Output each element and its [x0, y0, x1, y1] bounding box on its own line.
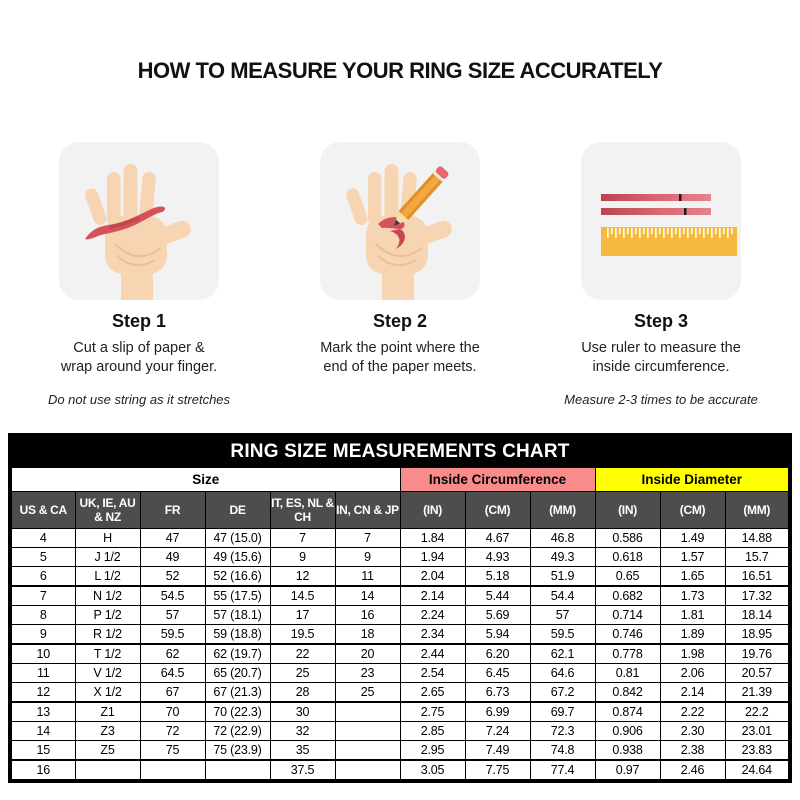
table-row	[10, 741, 790, 761]
column-group-header: Inside Circumference	[400, 468, 595, 492]
table-cell: 9	[270, 548, 335, 567]
table-cell: 54.5	[140, 586, 205, 606]
step-description-line: Use ruler to measure the	[581, 340, 741, 356]
table-cell: 16.51	[725, 567, 790, 587]
table-cell: 49	[140, 548, 205, 567]
table-cell: 20.57	[725, 664, 790, 683]
table-cell: 64.6	[530, 664, 595, 683]
step-3-description	[536, 339, 786, 377]
table-cell: 72	[140, 722, 205, 741]
column-header: UK, IE, AU & NZ	[75, 492, 140, 529]
column-header: (CM)	[465, 492, 530, 529]
table-cell	[140, 760, 205, 781]
table-cell: 2.95	[400, 741, 465, 761]
table-title-row	[10, 435, 790, 468]
table-cell: 52	[140, 567, 205, 587]
table-cell: 20	[335, 644, 400, 664]
table-cell	[75, 760, 140, 781]
table-cell: 75	[140, 741, 205, 761]
table-cell: 7.49	[465, 741, 530, 761]
table-cell: 54.4	[530, 586, 595, 606]
table-cell: 49.3	[530, 548, 595, 567]
table-cell: 7	[335, 529, 400, 548]
table-cell: 59 (18.8)	[205, 625, 270, 645]
step-2-title: Step 2	[372, 311, 428, 331]
table-cell: 1.89	[660, 625, 725, 645]
table-cell: 52 (16.6)	[205, 567, 270, 587]
table-cell: 23.01	[725, 722, 790, 741]
table-cell: 2.14	[660, 683, 725, 703]
table-cell: 2.24	[400, 606, 465, 625]
table-cell: 0.586	[595, 529, 660, 548]
table-cell: 2.54	[400, 664, 465, 683]
table-cell: 67	[140, 683, 205, 703]
table-cell: 5	[10, 548, 75, 567]
column-header: (MM)	[725, 492, 790, 529]
table-cell: 22.2	[725, 702, 790, 722]
table-header-row	[10, 492, 790, 529]
table-cell: 21.39	[725, 683, 790, 703]
table-cell: 1.84	[400, 529, 465, 548]
table-cell: 77.4	[530, 760, 595, 781]
table-cell: 72 (22.9)	[205, 722, 270, 741]
table-cell: 57	[530, 606, 595, 625]
table-cell: 47 (15.0)	[205, 529, 270, 548]
table-cell: Z1	[75, 702, 140, 722]
step-1-title: Step 1	[111, 311, 167, 331]
table-cell: 11	[10, 664, 75, 683]
table-cell: 0.746	[595, 625, 660, 645]
table-row	[10, 548, 790, 567]
table-cell: 2.04	[400, 567, 465, 587]
table-cell	[335, 760, 400, 781]
step-description-line: end of the paper meets.	[323, 359, 477, 376]
table-row	[10, 644, 790, 664]
table-cell: 6.73	[465, 683, 530, 703]
table-cell: J 1/2	[75, 548, 140, 567]
table-cell: 0.778	[595, 644, 660, 664]
step-2-description	[275, 339, 525, 377]
table-cell: H	[75, 529, 140, 548]
table-cell: 1.98	[660, 644, 725, 664]
table-cell: 72.3	[530, 722, 595, 741]
table-row	[10, 606, 790, 625]
table-cell: 8	[10, 606, 75, 625]
table-cell: 25	[270, 664, 335, 683]
table-row	[10, 625, 790, 645]
table-cell: 57 (18.1)	[205, 606, 270, 625]
table-cell	[335, 722, 400, 741]
table-cell: 15.7	[725, 548, 790, 567]
table-cell: 19.5	[270, 625, 335, 645]
table-cell: 49 (15.6)	[205, 548, 270, 567]
table-cell: 59.5	[140, 625, 205, 645]
table-cell: 6.45	[465, 664, 530, 683]
table-cell: 2.06	[660, 664, 725, 683]
table-cell: 9	[10, 625, 75, 645]
table-cell: 7	[10, 586, 75, 606]
table-cell: 0.842	[595, 683, 660, 703]
table-cell: 59.5	[530, 625, 595, 645]
column-group-header: Inside Diameter	[595, 468, 790, 492]
table-cell: 6	[10, 567, 75, 587]
table-cell: 3.05	[400, 760, 465, 781]
table-cell: 1.49	[660, 529, 725, 548]
table-cell: 0.65	[595, 567, 660, 587]
table-group-row	[10, 468, 790, 492]
table-title: RING SIZE MEASUREMENTS CHART	[10, 435, 790, 468]
column-header: (MM)	[530, 492, 595, 529]
table-cell: 18.14	[725, 606, 790, 625]
table-cell: T 1/2	[75, 644, 140, 664]
table-cell: 2.75	[400, 702, 465, 722]
table-cell: Z3	[75, 722, 140, 741]
table-cell: 28	[270, 683, 335, 703]
table-cell: 2.14	[400, 586, 465, 606]
table-cell: 1.57	[660, 548, 725, 567]
table-cell: 67.2	[530, 683, 595, 703]
step-description-line: Cut a slip of paper &	[73, 340, 205, 356]
step-1-description	[14, 339, 264, 377]
table-row	[10, 664, 790, 683]
table-cell: 4.93	[465, 548, 530, 567]
table-cell: 0.81	[595, 664, 660, 683]
table-cell: 67 (21.3)	[205, 683, 270, 703]
table-cell: 75 (23.9)	[205, 741, 270, 761]
table-cell: 5.69	[465, 606, 530, 625]
step-3-title: Step 3	[633, 311, 689, 331]
table-cell: 7	[270, 529, 335, 548]
table-cell: 23.83	[725, 741, 790, 761]
table-cell: 2.38	[660, 741, 725, 761]
table-cell: 1.73	[660, 586, 725, 606]
table-cell: 14	[10, 722, 75, 741]
column-header: (IN)	[595, 492, 660, 529]
table-cell: 16	[335, 606, 400, 625]
column-header: (IN)	[400, 492, 465, 529]
table-cell: 62	[140, 644, 205, 664]
table-cell: 65 (20.7)	[205, 664, 270, 683]
table-cell	[205, 760, 270, 781]
table-cell: 4.67	[465, 529, 530, 548]
table-cell: 57	[140, 606, 205, 625]
table-cell: 14	[335, 586, 400, 606]
step-description-line: Mark the point where the	[320, 340, 480, 356]
table-cell: 62.1	[530, 644, 595, 664]
table-cell: 14.88	[725, 529, 790, 548]
step-2	[275, 142, 525, 407]
table-cell: 4	[10, 529, 75, 548]
table-cell: 13	[10, 702, 75, 722]
table-cell: 2.65	[400, 683, 465, 703]
table-cell: 24.64	[725, 760, 790, 781]
table-cell: 74.8	[530, 741, 595, 761]
step-3	[536, 142, 786, 407]
table-cell: 46.8	[530, 529, 595, 548]
table-cell: 5.18	[465, 567, 530, 587]
table-cell: 2.22	[660, 702, 725, 722]
table-row	[10, 760, 790, 781]
table-cell: 2.34	[400, 625, 465, 645]
table-cell: 0.682	[595, 586, 660, 606]
table-cell: 64.5	[140, 664, 205, 683]
table-cell: 5.94	[465, 625, 530, 645]
table-cell: 30	[270, 702, 335, 722]
table-cell: 1.94	[400, 548, 465, 567]
table-cell: 62 (19.7)	[205, 644, 270, 664]
table-cell: 7.75	[465, 760, 530, 781]
table-cell: 69.7	[530, 702, 595, 722]
column-header: (CM)	[660, 492, 725, 529]
step-3-note: Measure 2-3 times to be accurate	[564, 392, 758, 408]
table-row	[10, 683, 790, 703]
table-cell: 0.618	[595, 548, 660, 567]
step-description-line: inside circumference.	[592, 359, 730, 376]
column-group-header: Size	[10, 468, 400, 492]
table-cell: 1.65	[660, 567, 725, 587]
step-description-line: wrap around your finger.	[60, 359, 218, 376]
table-cell: 51.9	[530, 567, 595, 587]
table-cell: 0.874	[595, 702, 660, 722]
table-cell: P 1/2	[75, 606, 140, 625]
table-row	[10, 586, 790, 606]
column-header: FR	[140, 492, 205, 529]
table-cell: 25	[335, 683, 400, 703]
table-cell: 2.85	[400, 722, 465, 741]
table-cell: 17	[270, 606, 335, 625]
step-1	[14, 142, 264, 407]
table-cell: 15	[10, 741, 75, 761]
table-cell: 2.30	[660, 722, 725, 741]
table-cell: R 1/2	[75, 625, 140, 645]
table-cell	[335, 741, 400, 761]
table-cell: 14.5	[270, 586, 335, 606]
table-cell: 0.906	[595, 722, 660, 741]
steps-row	[0, 142, 800, 407]
column-header: US & CA	[10, 492, 75, 529]
table-cell: 18.95	[725, 625, 790, 645]
ruler-and-strips-icon	[581, 142, 741, 300]
step-1-note: Do not use string as it stretches	[47, 392, 231, 408]
page-title: HOW TO MEASURE YOUR RING SIZE ACCURATELY	[137, 58, 663, 83]
table-row	[10, 722, 790, 741]
table-cell: 1.81	[660, 606, 725, 625]
table-cell: 19.76	[725, 644, 790, 664]
hand-with-paper-strip-icon	[59, 142, 219, 300]
table-cell: 2.46	[660, 760, 725, 781]
table-cell: 22	[270, 644, 335, 664]
step-3-card	[581, 142, 741, 300]
table-cell: 2.44	[400, 644, 465, 664]
table-row	[10, 702, 790, 722]
table-cell: 55 (17.5)	[205, 586, 270, 606]
table-cell: 0.97	[595, 760, 660, 781]
table-cell: 18	[335, 625, 400, 645]
table-cell: N 1/2	[75, 586, 140, 606]
column-header: IT, ES, NL & CH	[270, 492, 335, 529]
table-cell: 6.20	[465, 644, 530, 664]
table-row	[10, 567, 790, 587]
table-cell: 70 (22.3)	[205, 702, 270, 722]
table-cell: 9	[335, 548, 400, 567]
table-cell: V 1/2	[75, 664, 140, 683]
table-cell: 16	[10, 760, 75, 781]
hand-with-pencil-icon	[320, 142, 480, 300]
table-cell: L 1/2	[75, 567, 140, 587]
column-header: DE	[205, 492, 270, 529]
table-cell: 10	[10, 644, 75, 664]
column-header: IN, CN & JP	[335, 492, 400, 529]
table-cell: 12	[270, 567, 335, 587]
table-cell: 12	[10, 683, 75, 703]
table-cell: Z5	[75, 741, 140, 761]
table-cell: 32	[270, 722, 335, 741]
table-cell: 0.938	[595, 741, 660, 761]
table-cell: 37.5	[270, 760, 335, 781]
step-2-card	[320, 142, 480, 300]
ring-size-table	[8, 433, 792, 783]
table-cell: 0.714	[595, 606, 660, 625]
table-cell: 17.32	[725, 586, 790, 606]
table-cell: 70	[140, 702, 205, 722]
table-cell: 47	[140, 529, 205, 548]
table-cell: 5.44	[465, 586, 530, 606]
table-cell: X 1/2	[75, 683, 140, 703]
table-cell: 6.99	[465, 702, 530, 722]
table-row	[10, 529, 790, 548]
table-cell: 11	[335, 567, 400, 587]
step-1-card	[59, 142, 219, 300]
table-cell: 7.24	[465, 722, 530, 741]
table-cell: 23	[335, 664, 400, 683]
table-cell	[335, 702, 400, 722]
table-cell: 35	[270, 741, 335, 761]
